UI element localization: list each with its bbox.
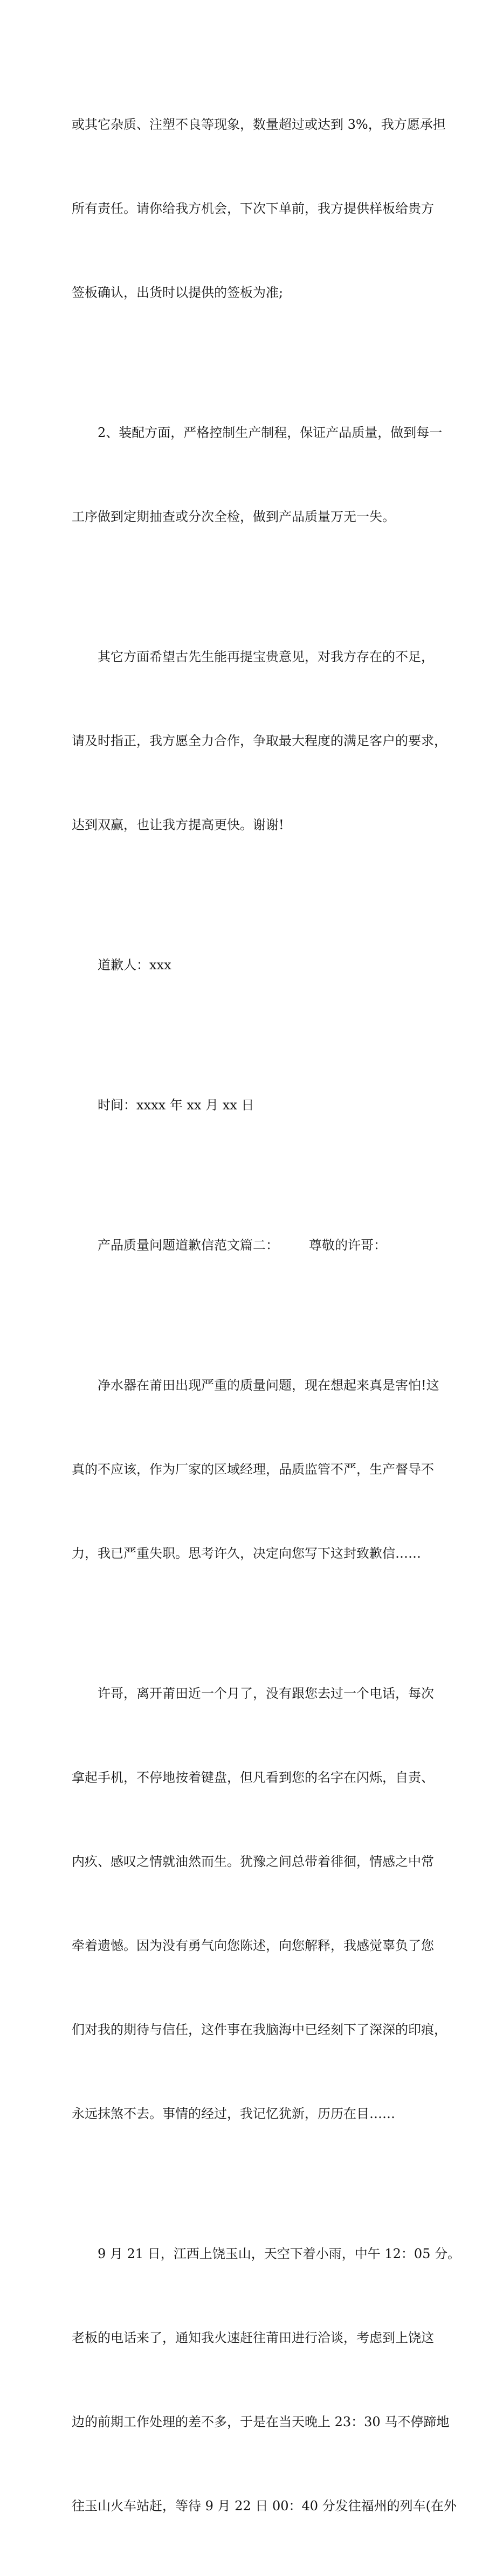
signature-date: [72, 1035, 434, 1175]
text-line: 边的前期工作处理的差不多，于是在当天晚上 23：30 马不停蹄地: [72, 2414, 450, 2429]
text-line: 往玉山火车站赶，等待 9 月 22 日 00：40 分发往福州的列车(在外: [72, 2498, 457, 2513]
text-line: 9 月 21 日，江西上饶玉山，天空下着小雨，中午 12：05 分。: [98, 2246, 461, 2261]
text-line: 老板的电话来了，通知我火速赶往莆田进行洽谈，考虑到上饶这: [72, 2330, 434, 2345]
text-line: 签板确认，出货时以提供的签板为准;: [72, 285, 284, 300]
text-line: 许哥，离开莆田近一个月了，没有跟您去过一个电话，每次: [98, 1686, 434, 1701]
text-line: 牵着遗憾。因为没有勇气向您陈述，向您解释，我感觉辜负了您: [72, 1938, 434, 1953]
section-heading-part-two: [72, 1175, 434, 1315]
text-line: 2、装配方面，严格控制生产制程，保证产品质量，做到每一: [98, 425, 443, 440]
paragraph-quality-commitment: [72, 54, 446, 363]
text-line: 内疚、感叹之情就油然而生。犹豫之间总带着徘徊，情感之中常: [72, 1854, 434, 1869]
text-line: 力，我已严重失职。思考许久，决定向您写下这封致歉信……: [72, 1546, 421, 1561]
text-line: 永远抹煞不去。事情的经过，我记忆犹新，历历在目……: [72, 2106, 395, 2121]
text-line: 真的不应该，作为厂家的区域经理，品质监管不严，生产督导不: [72, 1462, 434, 1477]
section-title: 产品质量问题道歉信范文篇二：: [98, 1238, 279, 1253]
paragraph-other-aspects: [72, 587, 447, 895]
signature-apologizer: [72, 895, 434, 1035]
text-line: 们对我的期待与信任，这件事在我脑海中已经刻下了深深的印痕，: [72, 2022, 447, 2037]
text-line: 时间：xxxx 年 xx 月 xx 日: [98, 1098, 254, 1113]
text-line: 请及时指正，我方愿全力合作，争取最大程度的满足客户的要求，: [72, 733, 447, 748]
paragraph-water-purifier: [72, 1315, 439, 1623]
text-line: [72, 1231, 434, 1259]
text-line: 其它方面希望古先生能再提宝贵意见，对我方存在的不足，: [98, 649, 434, 664]
text-line: 净水器在莆田出现严重的质量问题，现在想起来真是害怕!这: [98, 1378, 439, 1393]
paragraph-assembly: [72, 363, 443, 587]
paragraph-brother-xu: [72, 1623, 447, 2184]
text-line: 拿起手机，不停地按着键盘，但凡看到您的名字在闪烁，自责、: [72, 1770, 434, 1785]
text-line: 达到双赢，也让我方提高更快。谢谢!: [72, 817, 284, 832]
document-body: [72, 54, 461, 2576]
text-line: 或其它杂质、注塑不良等现象，数量超过或达到 3%，我方愿承担: [72, 117, 446, 132]
salutation: 尊敬的许哥：: [309, 1238, 387, 1253]
text-line: 所有责任。请你给我方机会，下次下单前，我方提供样板给贵方: [72, 201, 434, 216]
text-line: 道歉人：xxx: [98, 957, 171, 973]
text-line: 工序做到定期抽查或分次全检，做到产品质量万无一失。: [72, 509, 395, 524]
paragraph-september-21: [72, 2184, 461, 2576]
